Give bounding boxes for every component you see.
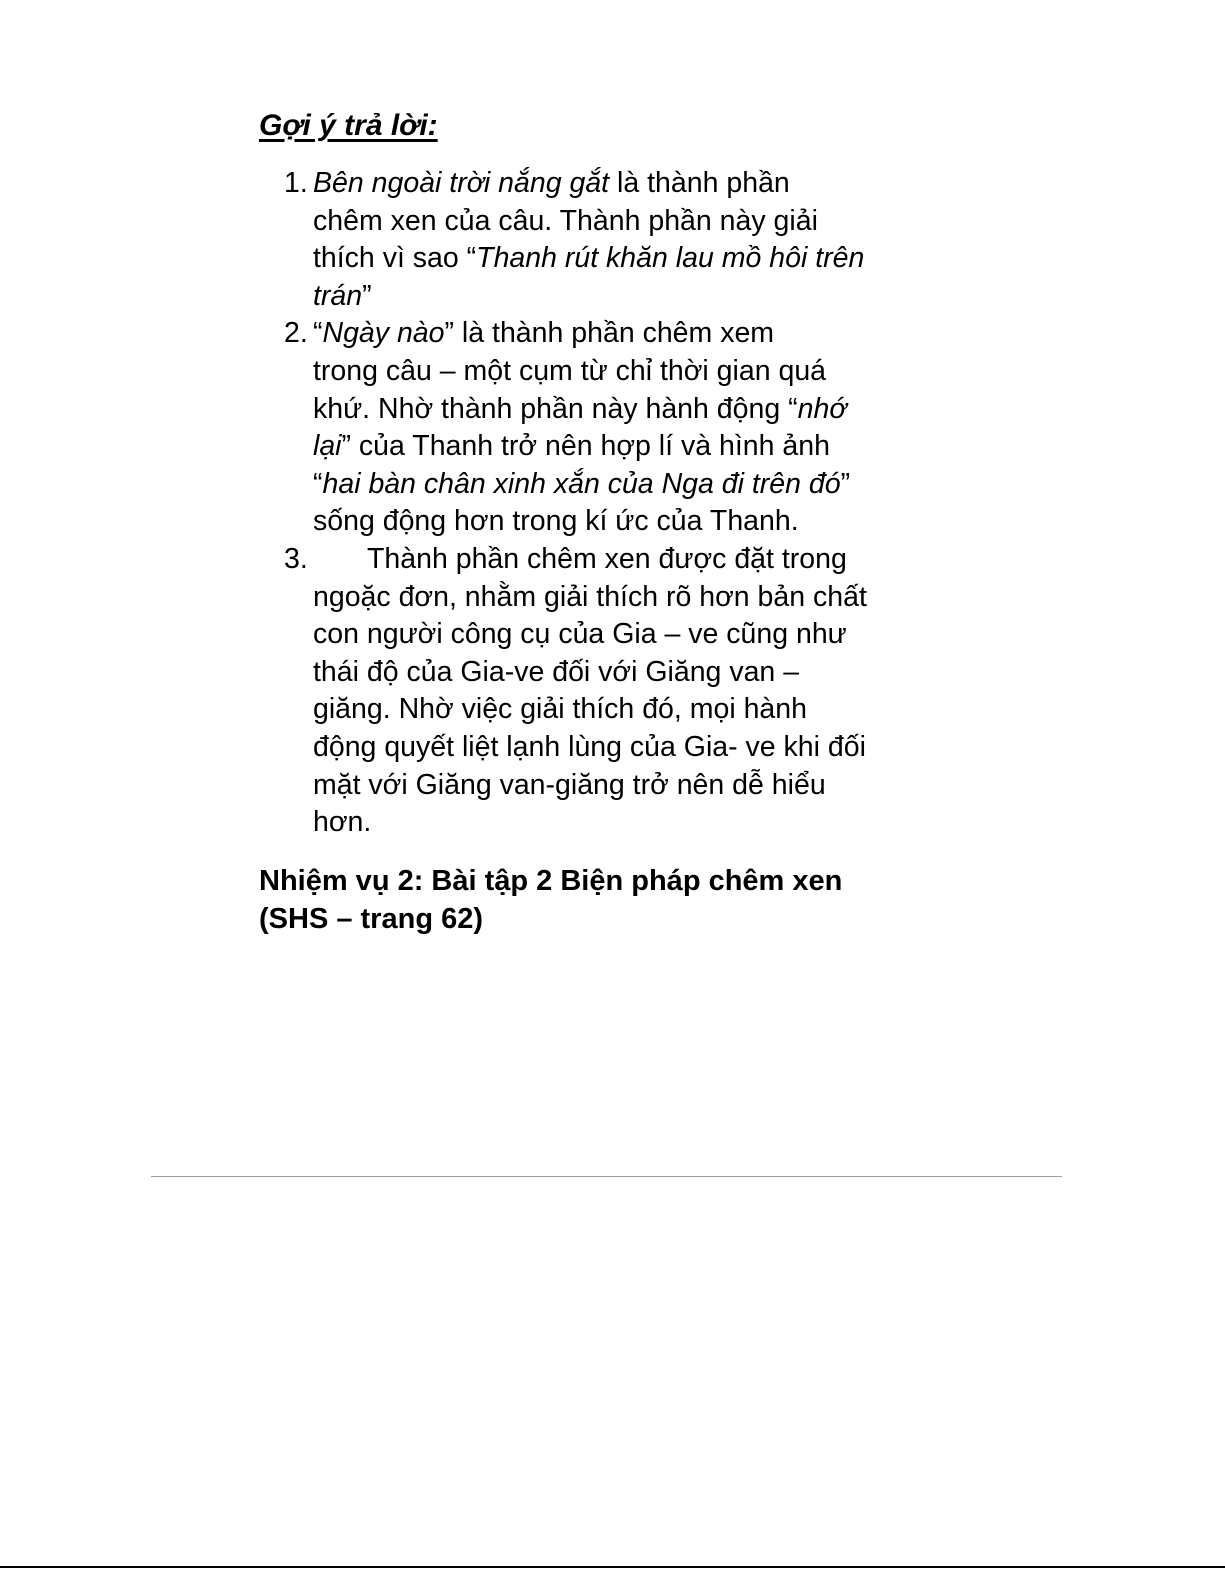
italic-quote: trán xyxy=(313,279,363,312)
answer-item-3 xyxy=(284,541,974,842)
answer-number: 1. xyxy=(284,167,308,199)
answer-line xyxy=(313,278,974,316)
answer-number: 2. xyxy=(284,317,308,350)
italic-quote: Bên ngoài trời nắng gắt xyxy=(313,167,610,199)
answer-line xyxy=(313,466,974,504)
answer-heading: Gợi ý trả lời: xyxy=(259,109,438,142)
answer-line xyxy=(313,804,974,842)
text-segment: khứ. Nhờ thành phần này hành động “ xyxy=(313,392,798,425)
text-segment: ngoặc đơn, nhằm giải thích rõ hơn bản chất xyxy=(313,580,867,613)
text-segment: giăng. Nhờ việc giải thích đó, mọi hành xyxy=(313,693,807,726)
text-segment: chêm xen của câu. Thành phần này giải xyxy=(313,204,818,237)
text-segment: thích vì sao “ xyxy=(313,242,477,275)
italic-quote: Thanh rút khăn lau mồ hôi trên xyxy=(476,242,865,275)
answer-line xyxy=(313,240,974,278)
page-bottom-edge xyxy=(0,1566,1225,1568)
text-segment: ” xyxy=(840,467,851,500)
text-segment: ” là thành phần chêm xem xyxy=(444,317,775,350)
italic-quote: nhớ xyxy=(797,392,847,425)
italic-quote: hai bàn chân xinh xắn của Nga đi trên đó xyxy=(322,467,841,500)
answer-item-2 xyxy=(284,315,974,541)
text-segment: “ xyxy=(313,317,323,350)
text-segment: trong câu – một cụm từ chỉ thời gian quá xyxy=(313,354,827,387)
text-segment: Thành phần chêm xen được đặt trong xyxy=(367,542,847,575)
text-segment: ” của Thanh trở nên hợp lí và hình ảnh xyxy=(341,430,830,463)
text-segment: động quyết liệt lạnh lùng của Gia- ve khi đối xyxy=(313,730,866,763)
text-segment: ” xyxy=(362,279,372,312)
answer-line xyxy=(313,428,974,466)
answer-line xyxy=(313,391,974,429)
answer-line xyxy=(313,616,974,654)
answer-list xyxy=(284,165,974,842)
answer-line xyxy=(313,503,974,541)
text-segment: sống động hơn trong kí ức của Thanh. xyxy=(313,505,799,538)
answer-line xyxy=(313,729,974,767)
answer-number: 3. xyxy=(284,542,308,575)
answer-line xyxy=(313,541,974,579)
answer-line xyxy=(313,767,974,805)
answer-item-1 xyxy=(284,165,974,315)
text-segment: con người công cụ của Gia – ve cũng như xyxy=(313,618,847,651)
text-segment: mặt với Giăng van-giăng trở nên dễ hiểu xyxy=(313,768,826,801)
task-heading xyxy=(259,862,842,938)
answer-line xyxy=(313,353,974,391)
page-divider xyxy=(151,1176,1062,1177)
answer-line xyxy=(313,654,974,692)
text-segment: hơn. xyxy=(313,806,372,839)
text-segment: “ xyxy=(313,467,323,500)
italic-quote: lại xyxy=(313,430,342,463)
answer-line xyxy=(313,691,974,729)
text-segment: là thành phần xyxy=(609,167,790,199)
task-heading-line-2: (SHS – trang 62) xyxy=(259,903,483,935)
answer-line xyxy=(313,315,974,353)
italic-quote: Ngày nào xyxy=(322,317,445,350)
answer-line xyxy=(313,579,974,617)
text-segment: thái độ của Gia-ve đối với Giăng van – xyxy=(313,655,800,688)
task-heading-line-1: Nhiệm vụ 2: Bài tập 2 Biện pháp chêm xen xyxy=(259,865,843,897)
answer-line xyxy=(313,203,974,241)
answer-line xyxy=(313,165,974,203)
